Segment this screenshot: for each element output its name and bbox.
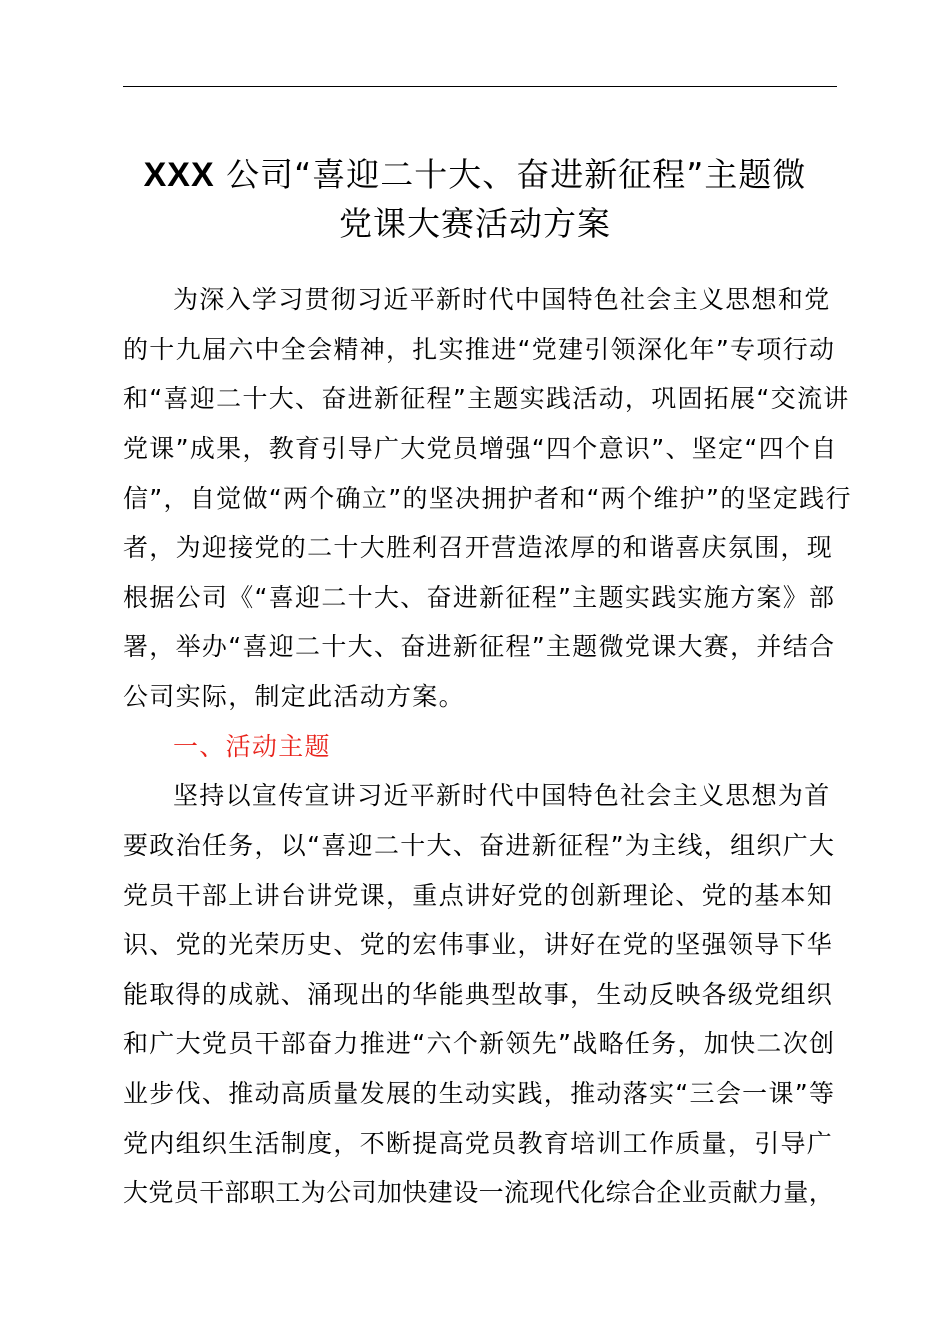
paragraph-2-line-1: 坚持以宣传宣讲习近平新时代中国特色社会主义思想为首 [173,781,831,810]
paragraph-2-line-8: 党内组织生活制度，不断提高党员教育培训工作质量，引导广 [123,1129,834,1158]
header-rule [123,86,837,87]
paragraph-2-line-5: 能取得的成就、涌现出的华能典型故事，生动反映各级党组织 [123,980,834,1009]
paragraph-2-line-7: 业步伐、推动高质量发展的生动实践，推动落实“三会一课”等 [123,1079,836,1108]
paragraph-1-line-4: 党课”成果，教育引导广大党员增强“四个意识”、坚定“四个自 [123,434,838,463]
paragraph-1-line-1: 为深入学习贯彻习近平新时代中国特色社会主义思想和党 [173,285,831,314]
section-heading-activity-theme: 一、活动主题 [173,732,331,761]
paragraph-2-line-2: 要政治任务，以“喜迎二十大、奋进新征程”为主线，组织广大 [123,831,836,860]
paragraph-1-line-9: 公司实际，制定此活动方案。 [123,682,465,711]
title-company-placeholder: XXX [143,156,215,194]
paragraph-2-line-9: 大党员干部职工为公司加快建设一流现代化综合企业贡献力量， [123,1178,835,1207]
paragraph-1-line-7: 根据公司《“喜迎二十大、奋进新征程”主题实践实施方案》部 [123,583,836,612]
paragraph-1-line-8: 署，举办“喜迎二十大、奋进新征程”主题微党课大赛，并结合 [123,632,836,661]
title-line-1-text: 公司“喜迎二十大、奋进新征程”主题微 [214,155,807,194]
document-title-line-1 [100,150,850,200]
paragraph-1-line-5: 信”，自觉做“两个确立”的坚决拥护者和“两个维护”的坚定践行 [123,484,852,513]
paragraph-2-line-6: 和广大党员干部奋力推进“六个新领先”战略任务，加快二次创 [123,1029,836,1058]
paragraph-2-line-3: 党员干部上讲台讲党课，重点讲好党的创新理论、党的基本知 [123,881,834,910]
document-title-line-2: 党课大赛活动方案 [339,204,611,243]
paragraph-2-line-4: 识、党的光荣历史、党的宏伟事业，讲好在党的坚强领导下华 [123,930,834,959]
paragraph-1-line-2: 的十九届六中全会精神，扎实推进“党建引领深化年”专项行动 [123,335,836,364]
paragraph-1-line-6: 者，为迎接党的二十大胜利召开营造浓厚的和谐喜庆氛围，现 [123,533,834,562]
paragraph-1-line-3: 和“喜迎二十大、奋进新征程”主题实践活动，巩固拓展“交流讲 [123,384,850,413]
